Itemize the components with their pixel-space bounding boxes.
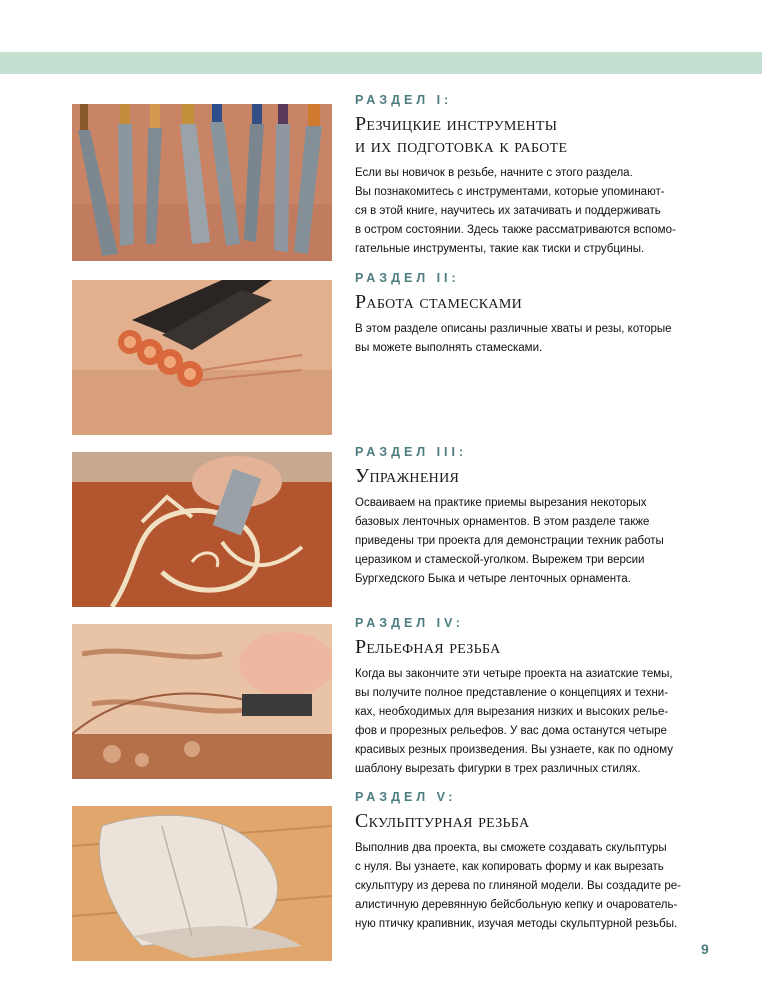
section-label: РАЗДЕЛ III: [355, 445, 468, 459]
section-label: РАЗДЕЛ II: [355, 271, 460, 285]
section-title: Работа стамесками [355, 291, 522, 313]
section-4 [355, 616, 700, 779]
section-label: РАЗДЕЛ IV: [355, 616, 464, 630]
top-color-band [0, 52, 762, 74]
section-title: Упражнения [355, 465, 460, 487]
section-body: Когда вы закончите эти четыре проекта на азиатские темы, вы получите полное представление о концепциях и техни- ках, необходимых для вырезания низких и высоких релье- фов и прорезных рельефов. У вас дома останутся четыре красивых резных произведения. Вы узнаете, как по одному шаблону вырезать фигурки в трех различных стилях. [355, 668, 673, 775]
section-5 [355, 790, 700, 934]
section-body: Выполнив два проекта, вы сможете создавать скульптуры с нуля. Вы узнаете, как копировать форму и как вырезать скульптуру из дерева по глиняной модели. Вы создадите ре- алистичную деревянную бейсбольную кепку и очарователь- ную птичку крапивник, изучая методы скульптурной резьбы. [355, 842, 681, 930]
section-2 [355, 271, 700, 358]
section-title: Скульптурная резьба [355, 810, 530, 832]
section-label: РАЗДЕЛ V: [355, 790, 457, 804]
section-body: В этом разделе описаны различные хваты и резы, которые вы можете выполнять стамесками. [355, 323, 672, 354]
section-3 [355, 445, 700, 589]
chip-carving-photo [72, 452, 332, 607]
section-body: Осваиваем на практике приемы вырезания некоторых базовых ленточных орнаментов. В этом разделе также приведены три проекта для демонстрации техник работы церазиком и стамеской-уголком. Вырежем три версии Бургхедского Быка и четыре ленточных орнамента. [355, 497, 664, 585]
relief-carving-photo [72, 624, 332, 779]
section-1 [355, 93, 700, 259]
page-number: 9 [701, 941, 709, 957]
carving-tools-photo [72, 104, 332, 261]
wooden-cap-photo [72, 806, 332, 961]
chisel-shavings-photo [72, 280, 332, 435]
section-title: Рельефная резьба [355, 636, 501, 658]
section-body: Если вы новичок в резьбе, начните с этого раздела. Вы познакомитесь с инструментами, которые упоминают- ся в этой книге, научитесь их затачивать и поддерживать в остром состоянии. Здесь также рассматриваются вспомо- гательные инструменты, такие как тиски и струбцины. [355, 167, 676, 255]
section-title: Резчицкие инструменты и их подготовка к работе [355, 113, 568, 157]
section-label: РАЗДЕЛ I: [355, 93, 453, 107]
